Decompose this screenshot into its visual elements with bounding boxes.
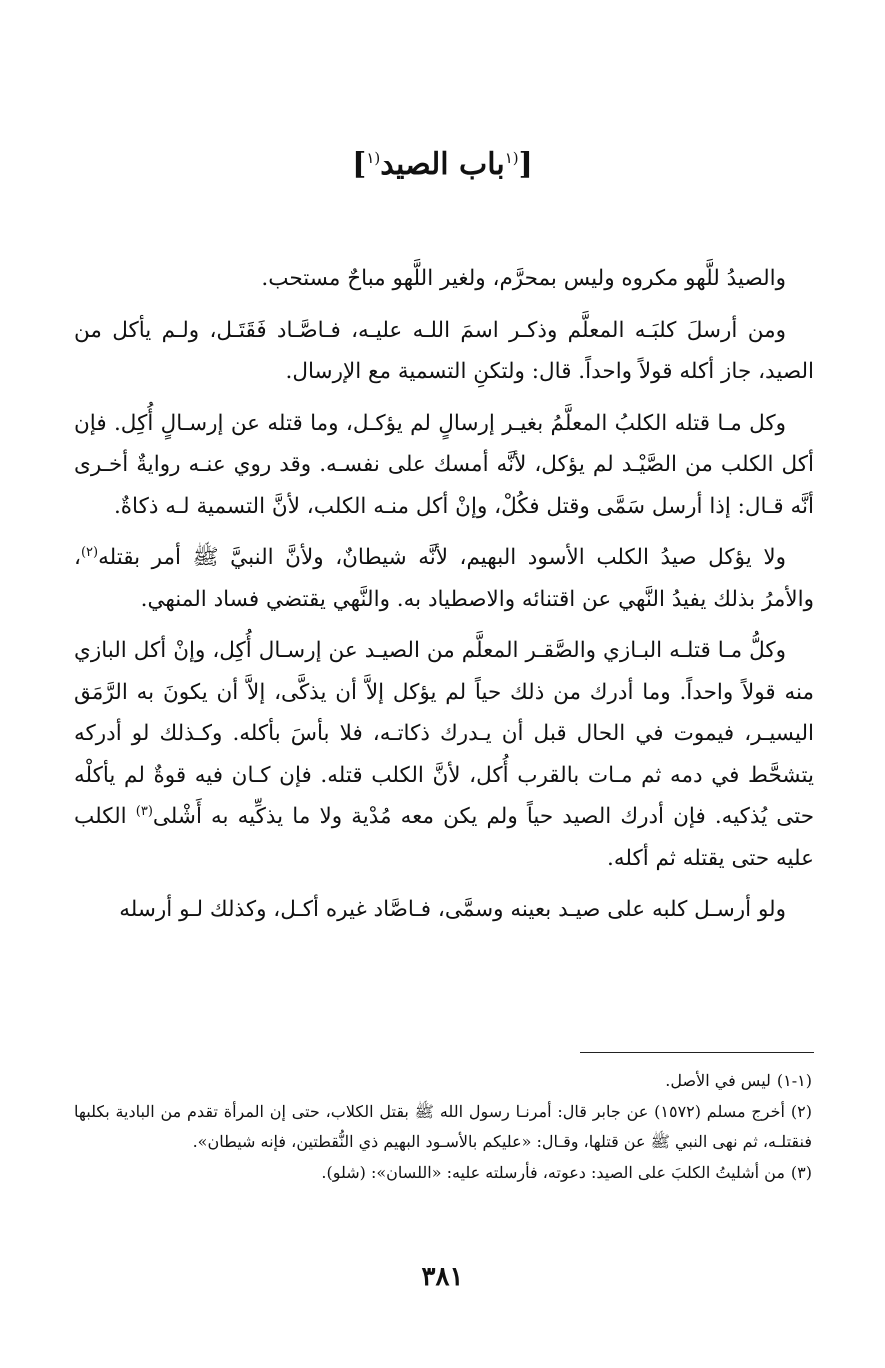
title-footnote-marker-start: (١ — [504, 149, 519, 167]
paragraph-text: وكلُّ مـا قتلـه البـازي والصَّقـر المعلَّم من الصيـد عن إرسـال أُكِل، وإنْ أكل البازي منه قولاً واحداً. وما أدرك من ذلك حياً لم يؤكل إلاَّ أن يذكَّى، إلاَّ أن يكونَ به الرَّمَق اليسيـر، فيموت في الحال قبل أن يـدرك ذكاتـه، فلا بأسَ بأكله. وكـذلك لو أدركه يتشحَّط في دمه ثم مـات بالقرب أُكل، لأنَّ الكلب قتله. فإن كـان فيه قوةٌ لم يأكلْه حتى يُذكيه. فإن أدرك الصيد حياً ولم يكن معه مُدْية ولا ما يذكِّيه به أَشْلى — [74, 638, 815, 829]
footnotes — [74, 1066, 814, 1189]
footnote — [74, 1158, 814, 1188]
title-footnote-marker-end: (١ — [366, 149, 381, 167]
footnote-text: ليس في الأصل. — [665, 1071, 771, 1090]
paragraph: والصيدُ للَّهو مكروه وليس بمحرَّم، ولغير اللَّهو مباحٌ مستحب. — [261, 266, 786, 291]
footnote-number: (٢) — [790, 1102, 812, 1121]
paragraph — [74, 630, 814, 879]
paragraph: ولو أرسـل كلبه على صيـد بعينه وسمَّى، فـاصَّاد غيره أكـل، وكذلك لـو أرسله — [119, 897, 786, 922]
main-text — [74, 258, 814, 941]
footnote-separator — [580, 1052, 814, 1053]
title-bracket-close: ] — [352, 147, 367, 182]
paragraph — [74, 537, 814, 620]
title-text: باب الصيد — [380, 147, 505, 182]
footnote-number: (١-١) — [776, 1071, 812, 1090]
page-number: ٣٨١ — [421, 1262, 464, 1292]
paragraph-text: ، والأمرُ بذلك يفيدُ النَّهي عن اقتنائه والاصطياد به. والنَّهي يقتضي فساد المنهي. — [74, 545, 814, 612]
paragraph: ومن أرسلَ كلبَـه المعلَّم وذكـر اسمَ اللـه عليـه، فـاصَّـاد فَقَتَـل، ولـم يأكل من الصيد، جاز أكله قولاً واحداً. قال: ولتكنِ التسمية مع الإرسال. — [74, 317, 814, 384]
paragraph: وكل مـا قتله الكلبُ المعلَّمُ بغيـر إرسالٍ لم يؤكـل، وما قتله عن إرسـالٍ أُكِل. فإن أكل الكلب من الصَّيْـد لم يؤكل، لأنَّه أمسك على نفسـه. وقد روي عنـه روايةٌ أخـرى أنَّه قـال: إذا أرسل سَمَّى وقتل فكُلْ، وإنْ أكل منـه الكلب، لأنَّ التسمية لـه ذكاةٌ. — [74, 410, 814, 519]
footnote-number: (٣) — [790, 1163, 812, 1182]
paragraph-text: ولا يؤكل صيدُ الكلب الأسود البهيم، لأنَّه شيطانٌ، ولأنَّ النبيَّ ﷺ أمر بقتله — [98, 545, 786, 570]
paragraph-text: الكلب عليه حتى يقتله ثم أكله. — [74, 804, 814, 871]
chapter-title — [0, 138, 885, 185]
title-bracket-open: [ — [518, 147, 533, 182]
footnote-text: أخرج مسلم (١٥٧٢) عن جابر قال: أمرنـا رسول الله ﷺ بقتل الكلاب، حتى إن المرأة تقدم من البادية بكلبها فنقتلـه، ثم نهى النبي ﷺ عن قتلها، وقـال: «عليكم بالأسـود البهيم ذي النُّقطتين، فإنه شيطان». — [74, 1102, 812, 1151]
footnote — [74, 1066, 814, 1096]
footnote — [74, 1097, 814, 1157]
footnote-marker-2: (٢) — [80, 544, 99, 560]
footnote-marker-3: (٣) — [135, 803, 153, 819]
footnote-text: من أشليتُ الكلبَ على الصيد: دعوته، فأرسلته عليه: «اللسان»: (شلو). — [321, 1163, 785, 1182]
